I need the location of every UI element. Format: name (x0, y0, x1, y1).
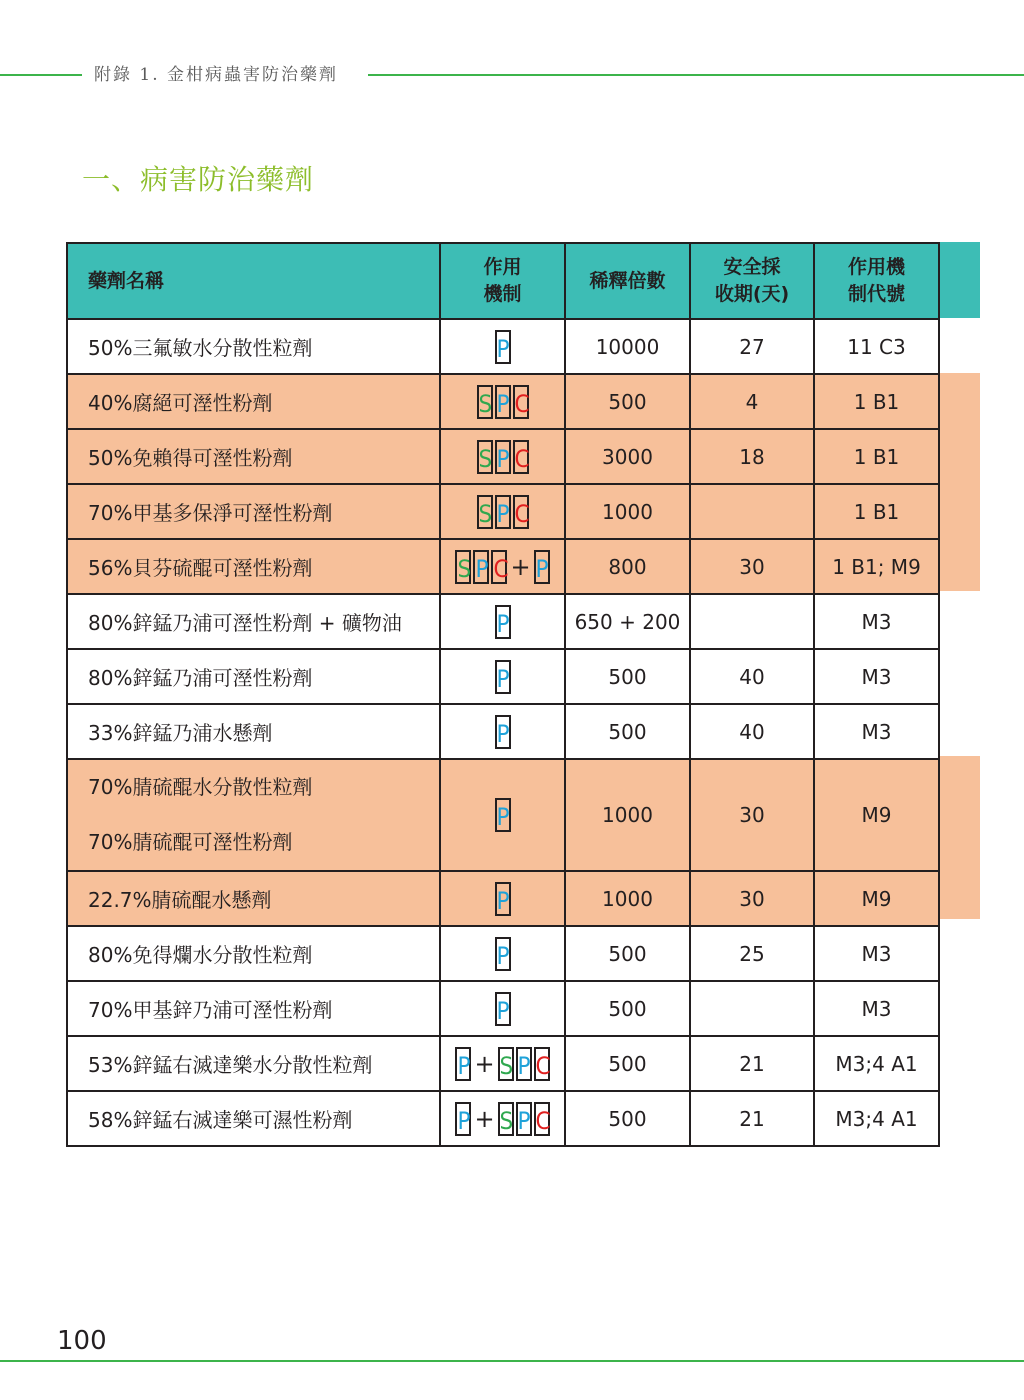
header-label-line: 稀釋倍數 (589, 269, 666, 292)
mechanism-badges (495, 991, 511, 1027)
mechanism-plus-sign: + (510, 552, 531, 581)
cell-mechanism (440, 484, 565, 539)
mechanism-badge-s: S (477, 385, 493, 419)
cell-drug-name (67, 319, 440, 374)
mechanism-badge-p: P (534, 550, 550, 584)
cell-moa-code: M3 (814, 981, 939, 1036)
header-rule-right (368, 74, 1024, 76)
mechanism-badge-p: P (495, 937, 511, 971)
cell-safe-harvest-days (690, 981, 814, 1036)
mechanism-badge-p: P (516, 1102, 532, 1136)
drug-name-text: 80%鋅錳乃浦可溼性粉劑 (88, 666, 313, 690)
cell-moa-code: M9 (814, 759, 939, 871)
cell-moa-code: M3 (814, 594, 939, 649)
mechanism-badge-p: P (455, 1047, 471, 1081)
cell-mechanism (440, 594, 565, 649)
side-tab-group-1 (939, 373, 980, 591)
cell-dilution: 500 (565, 374, 690, 429)
cell-drug-name (67, 539, 440, 594)
mechanism-badge-c: C (534, 1047, 550, 1081)
cell-mechanism (440, 1036, 565, 1091)
cell-moa-code: 1 B1 (814, 484, 939, 539)
mechanism-badges (495, 329, 511, 365)
header-label-line: 安全採 (723, 256, 781, 278)
table-row (67, 484, 939, 539)
mechanism-badge-p: P (495, 385, 511, 419)
mechanism-badge-p: P (495, 330, 511, 364)
cell-drug-name (67, 374, 440, 429)
header-mechanism (440, 243, 565, 319)
table-body (67, 319, 939, 1146)
drug-name-text: 70%腈硫醌可溼性粉劑 (88, 830, 293, 854)
mechanism-badge-s: S (498, 1102, 514, 1136)
cell-dilution: 10000 (565, 319, 690, 374)
cell-moa-code: M3 (814, 649, 939, 704)
cell-drug-name (67, 649, 440, 704)
cell-drug-name (67, 759, 440, 871)
mechanism-badge-c: C (513, 495, 529, 529)
mechanism-badge-s: S (477, 495, 493, 529)
cell-dilution: 500 (565, 926, 690, 981)
mechanism-badges (495, 936, 511, 972)
cell-safe-harvest-days (690, 594, 814, 649)
cell-safe-harvest-days: 40 (690, 649, 814, 704)
mechanism-badge-p: P (495, 882, 511, 916)
cell-moa-code: M3;4 A1 (814, 1036, 939, 1091)
cell-safe-harvest-days (690, 484, 814, 539)
drug-name-text: 58%鋅錳右滅達樂可濕性粉劑 (88, 1108, 353, 1132)
cell-drug-name (67, 429, 440, 484)
mechanism-badge-p: P (495, 605, 511, 639)
cell-mechanism (440, 649, 565, 704)
cell-mechanism (440, 429, 565, 484)
header-dilution (565, 243, 690, 319)
mechanism-badge-s: S (455, 550, 471, 584)
drug-name-text: 22.7%腈硫醌水懸劑 (88, 888, 272, 912)
drug-name-text: 33%鋅錳乃浦水懸劑 (88, 721, 273, 745)
cell-dilution: 1000 (565, 871, 690, 926)
header-label-line: 藥劑名稱 (88, 269, 165, 292)
cell-moa-code: M9 (814, 871, 939, 926)
cell-dilution: 500 (565, 981, 690, 1036)
cell-drug-name (67, 1036, 440, 1091)
cell-dilution: 650 + 200 (565, 594, 690, 649)
cell-drug-name (67, 981, 440, 1036)
cell-safe-harvest-days: 30 (690, 871, 814, 926)
cell-moa-code: 1 B1 (814, 429, 939, 484)
cell-dilution: 800 (565, 539, 690, 594)
cell-drug-name (67, 484, 440, 539)
mechanism-badge-c: C (491, 550, 507, 584)
mechanism-badges (495, 797, 511, 833)
header-label-line: 作用 (483, 256, 522, 278)
mechanism-badge-c: C (513, 440, 529, 474)
cell-mechanism (440, 926, 565, 981)
mechanism-badge-p: P (495, 660, 511, 694)
mechanism-badges (495, 881, 511, 917)
cell-mechanism (440, 981, 565, 1036)
drug-name-text: 53%鋅錳右滅達樂水分散性粒劑 (88, 1053, 373, 1077)
cell-safe-harvest-days: 18 (690, 429, 814, 484)
mechanism-badges (455, 549, 549, 585)
mechanism-badges (477, 439, 529, 475)
cell-safe-harvest-days: 21 (690, 1091, 814, 1146)
drug-name-text: 70%甲基鋅乃浦可溼性粉劑 (88, 998, 333, 1022)
header-drug-name (67, 243, 440, 319)
drug-name-text: 50%免賴得可溼性粉劑 (88, 446, 293, 470)
footer-rule (0, 1360, 1024, 1362)
mechanism-plus-sign: + (474, 1049, 495, 1078)
cell-mechanism (440, 704, 565, 759)
table-row (67, 429, 939, 484)
running-head: 附錄 1. 金柑病蟲害防治藥劑 (94, 65, 339, 85)
header-safe-harvest (690, 243, 814, 319)
cell-drug-name (67, 704, 440, 759)
cell-mechanism (440, 539, 565, 594)
header-label-line: 收期(天) (714, 283, 790, 305)
drug-name-text: 40%腐絕可溼性粉劑 (88, 391, 273, 415)
cell-dilution: 1000 (565, 484, 690, 539)
table-header-row (67, 243, 939, 319)
header-rule-left (0, 74, 82, 76)
table-row (67, 926, 939, 981)
drug-name-text: 50%三氟敏水分散性粒劑 (88, 336, 313, 360)
cell-dilution: 500 (565, 1036, 690, 1091)
cell-drug-name (67, 594, 440, 649)
cell-safe-harvest-days: 27 (690, 319, 814, 374)
mechanism-badge-p: P (455, 1102, 471, 1136)
table-row (67, 649, 939, 704)
mechanism-badges (477, 384, 529, 420)
table-row (67, 594, 939, 649)
table-row (67, 704, 939, 759)
drug-name-text: 70%甲基多保淨可溼性粉劑 (88, 501, 333, 525)
drug-name-text: 80%免得爛水分散性粒劑 (88, 943, 313, 967)
cell-dilution: 500 (565, 1091, 690, 1146)
fungicide-table (66, 242, 940, 1147)
cell-safe-harvest-days: 30 (690, 759, 814, 871)
header-label-line: 制代號 (847, 283, 905, 305)
cell-dilution: 3000 (565, 429, 690, 484)
mechanism-badge-p: P (495, 798, 511, 832)
cell-drug-name (67, 871, 440, 926)
cell-mechanism (440, 759, 565, 871)
table-row (67, 1036, 939, 1091)
cell-safe-harvest-days: 4 (690, 374, 814, 429)
mechanism-badge-p: P (495, 992, 511, 1026)
mechanism-badge-c: C (513, 385, 529, 419)
cell-moa-code: M3;4 A1 (814, 1091, 939, 1146)
mechanism-badges (495, 659, 511, 695)
cell-safe-harvest-days: 40 (690, 704, 814, 759)
table-row (67, 759, 939, 871)
mechanism-badge-p: P (495, 440, 511, 474)
mechanism-badge-p: P (495, 715, 511, 749)
drug-name-text: 70%腈硫醌水分散性粒劑 (88, 775, 313, 799)
mechanism-badges (455, 1101, 549, 1137)
mechanism-badge-c: C (534, 1102, 550, 1136)
mechanism-badges (495, 604, 511, 640)
table-row (67, 539, 939, 594)
cell-dilution: 500 (565, 704, 690, 759)
table-row (67, 981, 939, 1036)
mechanism-badges (455, 1046, 549, 1082)
mechanism-badge-s: S (498, 1047, 514, 1081)
cell-drug-name (67, 1091, 440, 1146)
cell-moa-code: M3 (814, 926, 939, 981)
table-row (67, 871, 939, 926)
cell-dilution: 500 (565, 649, 690, 704)
mechanism-badge-p: P (495, 495, 511, 529)
mechanism-badges (477, 494, 529, 530)
mechanism-badge-p: P (473, 550, 489, 584)
table-row (67, 319, 939, 374)
cell-mechanism (440, 319, 565, 374)
side-tab-header (939, 242, 980, 318)
mechanism-badge-p: P (516, 1047, 532, 1081)
cell-dilution: 1000 (565, 759, 690, 871)
page-number: 100 (57, 1326, 107, 1356)
table-row (67, 374, 939, 429)
mechanism-plus-sign: + (474, 1104, 495, 1133)
fungicide-table-wrap (66, 242, 940, 1147)
cell-safe-harvest-days: 25 (690, 926, 814, 981)
cell-moa-code: 1 B1 (814, 374, 939, 429)
mechanism-badges (495, 714, 511, 750)
cell-moa-code: 11 C3 (814, 319, 939, 374)
cell-mechanism (440, 374, 565, 429)
cell-moa-code: M3 (814, 704, 939, 759)
header-moa-code (814, 243, 939, 319)
drug-name-text: 56%貝芬硫醌可溼性粉劑 (88, 556, 313, 580)
header-label-line: 機制 (483, 283, 522, 305)
drug-name-text: 80%鋅錳乃浦可溼性粉劑 + 礦物油 (88, 611, 402, 635)
cell-mechanism (440, 1091, 565, 1146)
cell-safe-harvest-days: 21 (690, 1036, 814, 1091)
cell-mechanism (440, 871, 565, 926)
table-row (67, 1091, 939, 1146)
section-title: 一、病害防治藥劑 (82, 163, 315, 196)
header-label-line: 作用機 (847, 256, 905, 278)
cell-moa-code: 1 B1; M9 (814, 539, 939, 594)
mechanism-badge-s: S (477, 440, 493, 474)
cell-drug-name (67, 926, 440, 981)
cell-safe-harvest-days: 30 (690, 539, 814, 594)
side-tab-group-2 (939, 756, 980, 919)
